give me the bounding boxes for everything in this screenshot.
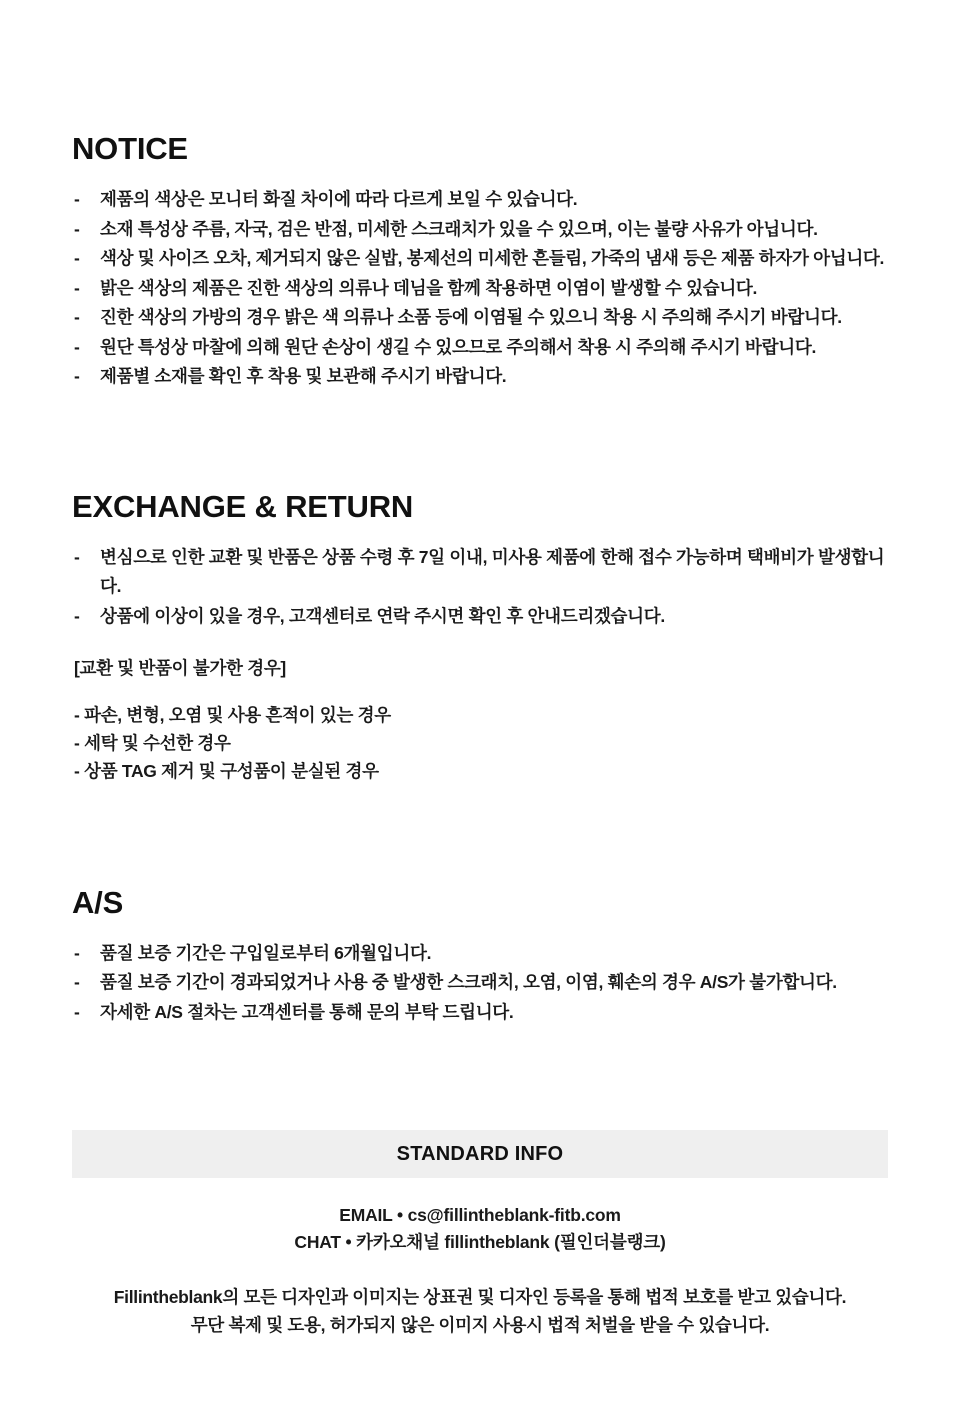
list-item-text: 변심으로 인한 교환 및 반품은 상품 수령 후 7일 이내, 미사용 제품에 한해 접수 가능하며 택배비가 발생합니다. [100, 546, 885, 596]
list-item-text: 원단 특성상 마찰에 의해 원단 손상이 생길 수 있으므로 주의해서 착용 시 주의해 주시기 바랍니다. [100, 336, 817, 357]
list-item-text: 품질 보증 기간은 구입일로부터 6개월입니다. [100, 942, 432, 963]
list-item: - 세탁 및 수선한 경우 [74, 732, 231, 753]
dash-bullet: - [74, 248, 80, 268]
list-item [72, 333, 888, 363]
list-item-text: 제품의 색상은 모니터 화질 차이에 따라 다르게 보일 수 있습니다. [100, 189, 578, 209]
legal-line-2: 무단 복제 및 도용, 허가되지 않은 이미지 사용시 법적 처벌을 받을 수 있습니다. [190, 1315, 770, 1335]
list-item [72, 362, 888, 392]
exchange-exclusions-heading: [교환 및 반품이 불가한 경우] [74, 658, 286, 678]
list-item-text: 색상 및 사이즈 오차, 제거되지 않은 실밥, 봉제선의 미세한 흔들림, 가죽의 냄새 등은 제품 하자가 아닙니다. [100, 248, 885, 268]
list-item [72, 543, 888, 602]
contact-email: EMAIL • cs@fillintheblank-fitb.com [339, 1205, 621, 1225]
list-item [72, 998, 888, 1028]
dash-bullet: - [74, 189, 80, 209]
dash-bullet: - [74, 336, 80, 357]
dash-bullet: - [74, 605, 80, 626]
list-item [72, 939, 888, 969]
list-item [72, 215, 888, 245]
dash-bullet: - [74, 218, 80, 239]
as-heading: A/S [72, 884, 124, 920]
list-item-text: 품질 보증 기간이 경과되었거나 사용 중 발생한 스크래치, 오염, 이염, 훼손의 경우 A/S가 불가합니다. [100, 972, 837, 992]
dash-bullet: - [74, 942, 80, 963]
list-item [72, 274, 888, 304]
list-item [72, 185, 888, 215]
contact-chat: CHAT • 카카오채널 fillintheblank (필인더블랭크) [294, 1232, 666, 1252]
list-item-text: 진한 색상의 가방의 경우 밝은 색 의류나 소품 등에 이염될 수 있으니 착용 시 주의해 주시기 바랍니다. [100, 307, 842, 327]
list-item-text: 밝은 색상의 제품은 진한 색상의 의류나 데님을 함께 착용하면 이염이 발생할 수 있습니다. [100, 277, 758, 298]
exchange-exclusions-list [72, 701, 888, 785]
standard-info-bar [72, 1130, 888, 1178]
dash-bullet: - [74, 307, 80, 327]
exchange-list [72, 543, 888, 632]
list-item-text: 자세한 A/S 절차는 고객센터를 통해 문의 부탁 드립니다. [100, 1001, 514, 1022]
dash-bullet: - [74, 972, 80, 992]
dash-bullet: - [74, 366, 80, 386]
legal-line-1: Fillintheblank의 모든 디자인과 이미지는 상표권 및 디자인 등록을 통해 법적 보호를 받고 있습니다. [113, 1287, 847, 1307]
list-item: - 상품 TAG 제거 및 구성품이 분실된 경우 [74, 760, 379, 781]
dash-bullet: - [74, 546, 80, 567]
list-item: - 파손, 변형, 오염 및 사용 흔적이 있는 경우 [74, 704, 391, 725]
dash-bullet: - [74, 277, 80, 298]
list-item [72, 303, 888, 333]
as-list [72, 939, 888, 1028]
notice-heading: NOTICE [72, 131, 188, 166]
standard-info-label: STANDARD INFO [396, 1142, 564, 1165]
dash-bullet: - [74, 1001, 80, 1022]
legal-notice [72, 1283, 888, 1339]
list-item-text: 소재 특성상 주름, 자국, 검은 반점, 미세한 스크래치가 있을 수 있으며, 이는 불량 사유가 아닙니다. [100, 218, 818, 239]
list-item-text: 제품별 소재를 확인 후 착용 및 보관해 주시기 바랍니다. [100, 366, 507, 386]
notice-list [72, 185, 888, 392]
list-item [72, 968, 888, 998]
contact-block [72, 1202, 888, 1256]
list-item [72, 244, 888, 274]
exchange-heading: EXCHANGE & RETURN [72, 488, 414, 524]
list-item-text: 상품에 이상이 있을 경우, 고객센터로 연락 주시면 확인 후 안내드리겠습니다. [100, 605, 665, 626]
list-item [72, 602, 888, 632]
